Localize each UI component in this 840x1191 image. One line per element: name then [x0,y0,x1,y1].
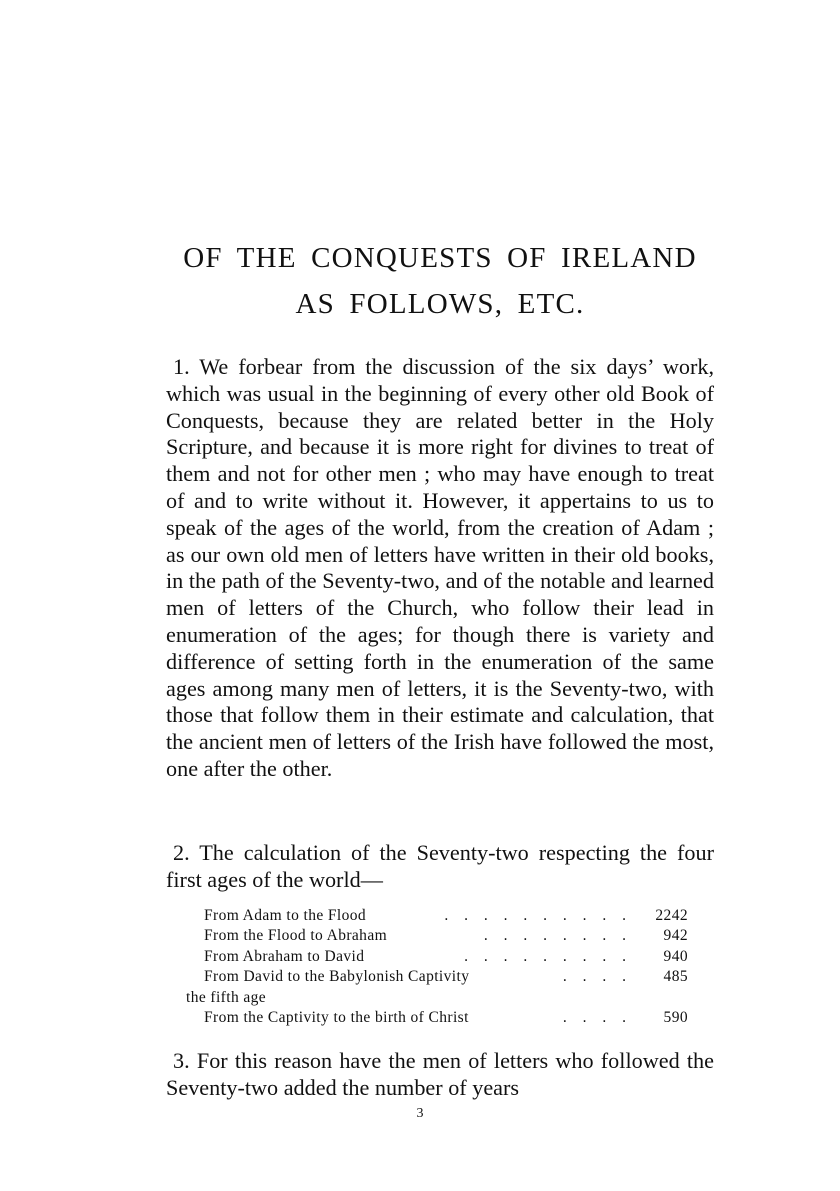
leader-dots: . . . . . . . . [483,927,632,945]
leader-dots: . . . . [562,968,632,986]
age-years: 942 [663,927,688,945]
paragraph-1: 1. We forbear from the discussion of the six days’ work, which was usual in the beginning of every other old Book of Conquests, because they are related better in the Holy Scripture, and because it is more right for divines to treat of them and not for other men ; who may have enough to treat of and to write without it. However, it appertains to us to speak of the ages of the world, from the creation of Adam ; as our own old men of letters have written in their old books, in the path of the Seventy-two, and of the notable and learned men of letters of the Church, who follow their lead in enumeration of the ages; for though there is variety and difference of setting forth in the enumeration of the same ages among many men of letters, it is the Seventy-two, with those that follow them in their estimate and calculation, that the ancient men of letters of the Irish have followed the most, one after the other. [166,354,714,781]
ages-table-row [186,988,696,1008]
ages-table-row [186,967,696,987]
chapter-title-line-2: AS FOLLOWS, ETC. [295,288,585,320]
paragraph-3: 3. For this reason have the men of letters who followed the Seventy-two added the number of years [166,1048,714,1100]
age-years: 940 [663,947,688,965]
age-years: 485 [663,968,688,986]
age-label: From the Captivity to the birth of Christ [204,1008,469,1026]
ages-table-row [186,1008,696,1028]
age-years: 590 [663,1008,688,1026]
chapter-title-line-1: OF THE CONQUESTS OF IRELAND [183,242,697,274]
ages-table-row [186,926,696,946]
age-label: From the Flood to Abraham [204,927,388,945]
page-number: 3 [416,1106,424,1121]
age-label: the fifth age [186,988,267,1006]
age-label: From David to the Babylonish Captivity [204,968,470,986]
paragraph-2: 2. The calculation of the Seventy-two respecting the four first ages of the world— [166,840,714,892]
age-label: From Abraham to David [204,947,365,965]
ages-table [186,906,696,1028]
leader-dots: . . . . . . . . . [464,947,632,965]
ages-table-row [186,906,696,926]
ages-table-row [186,947,696,967]
leader-dots: . . . . [562,1008,632,1026]
age-label: From Adam to the Flood [204,907,367,924]
age-years: 2242 [655,907,688,924]
leader-dots: . . . . . . . . . . [444,907,632,924]
